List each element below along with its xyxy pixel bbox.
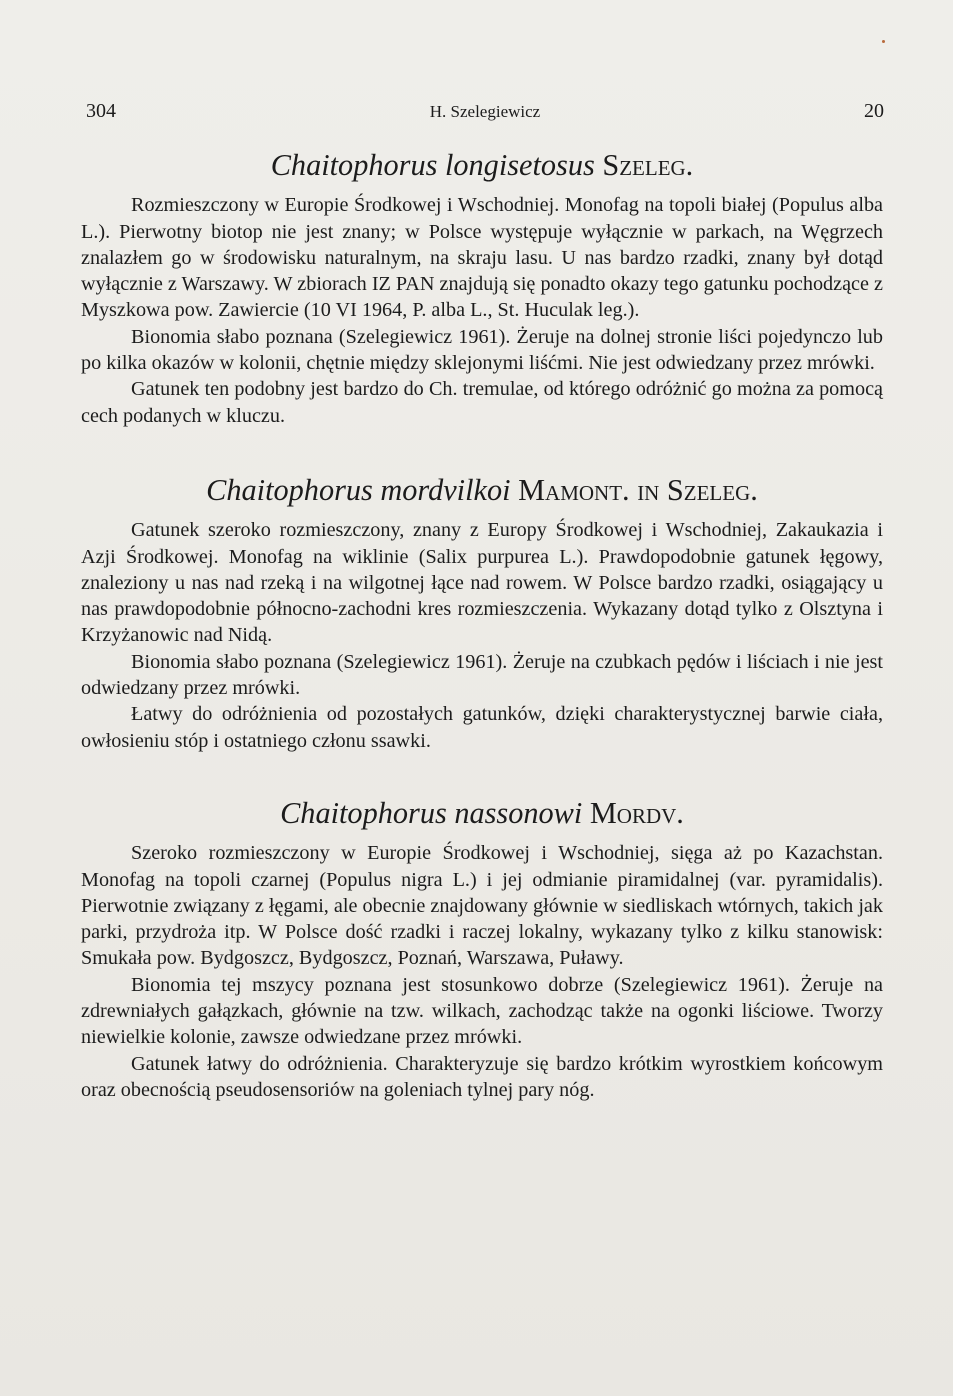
species-heading [81,148,883,182]
page-number-right: 20 [864,100,884,122]
paragraph-distribution: Rozmieszczony w Europie Środkowej i Wschodniej. Monofag na topoli białej (Populus alba L.). Pierwotny biotop nie jest znany; w Polsce występuje wyłącznie w parkach, na Węgrzech znalazłem go w środowisku naturalnym, na skraju lasu. U nas bardzo rzadki, znany był dotąd wyłącznie z Warszawy. W zbiorach IZ PAN znajdują się ponadto okazy tego gatunku pochodzące z Myszkowa pow. Zawiercie (10 VI 1964, P. alba L., St. Huculak leg.). [81,194,883,322]
paragraph-identification: Gatunek ten podobny jest bardzo do Ch. tremulae, od którego odróżnić go można za pomocą cech podanych w kluczu. [81,378,883,427]
species-heading [81,472,883,507]
species-section-mordvilkoi [81,472,883,754]
paragraph-bionomics: Bionomia tej mszycy poznana jest stosunkowo dobrze (Szelegiewicz 1961). Żeruje na zdrewniałych gałązkach, głównie na tzw. wilkach, zachodząc także na ogonki liściowe. Tworzy niewielkie kolonie, zawsze odwiedzane przez mrówki. [81,973,883,1049]
page-number-left: 304 [86,100,116,122]
species-author: Szeleg. [602,148,694,182]
species-name: Chaitophorus longisetosus [270,148,595,182]
paragraph-distribution: Gatunek szeroko rozmieszczony, znany z Europy Środkowej i Wschodniej, Zakaukazia i Azji Środkowej. Monofag na wiklinie (Salix purpurea L.). Prawdopodobnie gatunek łęgowy, znaleziony u nas nad rzeką i na wilgotnej łące nad rowem. W Polsce bardzo rzadki, osiągający u nas prawdopodobnie północno-zachodni kres rozmieszczenia. Wykazany dotąd tylko z Olsztyna i Krzyżanowic nad Nidą. [81,519,883,647]
paragraph-identification: Gatunek łatwy do odróżnienia. Charakteryzuje się bardzo krótkim wyrostkiem końcowym oraz obecnością pseudosensoriów na goleniach tylnej pary nóg. [81,1052,883,1101]
species-section-nassonowi [81,795,883,1103]
species-author: Mordv. [589,795,684,830]
paper-speck [882,40,885,43]
paragraph-distribution: Szeroko rozmieszczony w Europie Środkowej i Wschodniej, sięga aż po Kazachstan. Monofag na topoli czarnej (Populus nigra L.) i jej odmianie piramidalnej (var. pyramidalis). Pierwotnie związany z łęgami, ale obecnie znajdowany głównie w siedliskach wtórnych, takich jak parki, przydroża itp. W Polsce dość rzadki i raczej lokalny, wykazany tylko z kilku stanowisk: Smukała pow. Bydgoszcz, Bydgoszcz, Poznań, Warszawa, Puławy. [81,842,883,970]
paragraph-identification: Łatwy do odróżnienia od pozostałych gatunków, dzięki charakterystycznej barwie ciała, owłosieniu stóp i ostatniego członu ssawki. [81,703,883,752]
species-heading [81,795,883,830]
species-author: Mamont. in Szeleg. [518,472,758,507]
species-section-longisetosus [81,148,883,429]
species-name: Chaitophorus mordvilkoi [206,472,511,507]
running-header [86,100,884,128]
paragraph-bionomics: Bionomia słabo poznana (Szelegiewicz 1961). Żeruje na dolnej stronie liści pojedynczo lub po kilka okazów w kolonii, chętnie między sklejonymi liśćmi. Nie jest odwiedzany przez mrówki. [81,325,883,375]
running-head-author: H. Szelegiewicz [429,102,541,121]
page-content [81,148,883,1103]
paragraph-bionomics: Bionomia słabo poznana (Szelegiewicz 1961). Żeruje na czubkach pędów i liściach i nie jest odwiedzany przez mrówki. [81,650,883,700]
species-name: Chaitophorus nassonowi [280,795,583,830]
